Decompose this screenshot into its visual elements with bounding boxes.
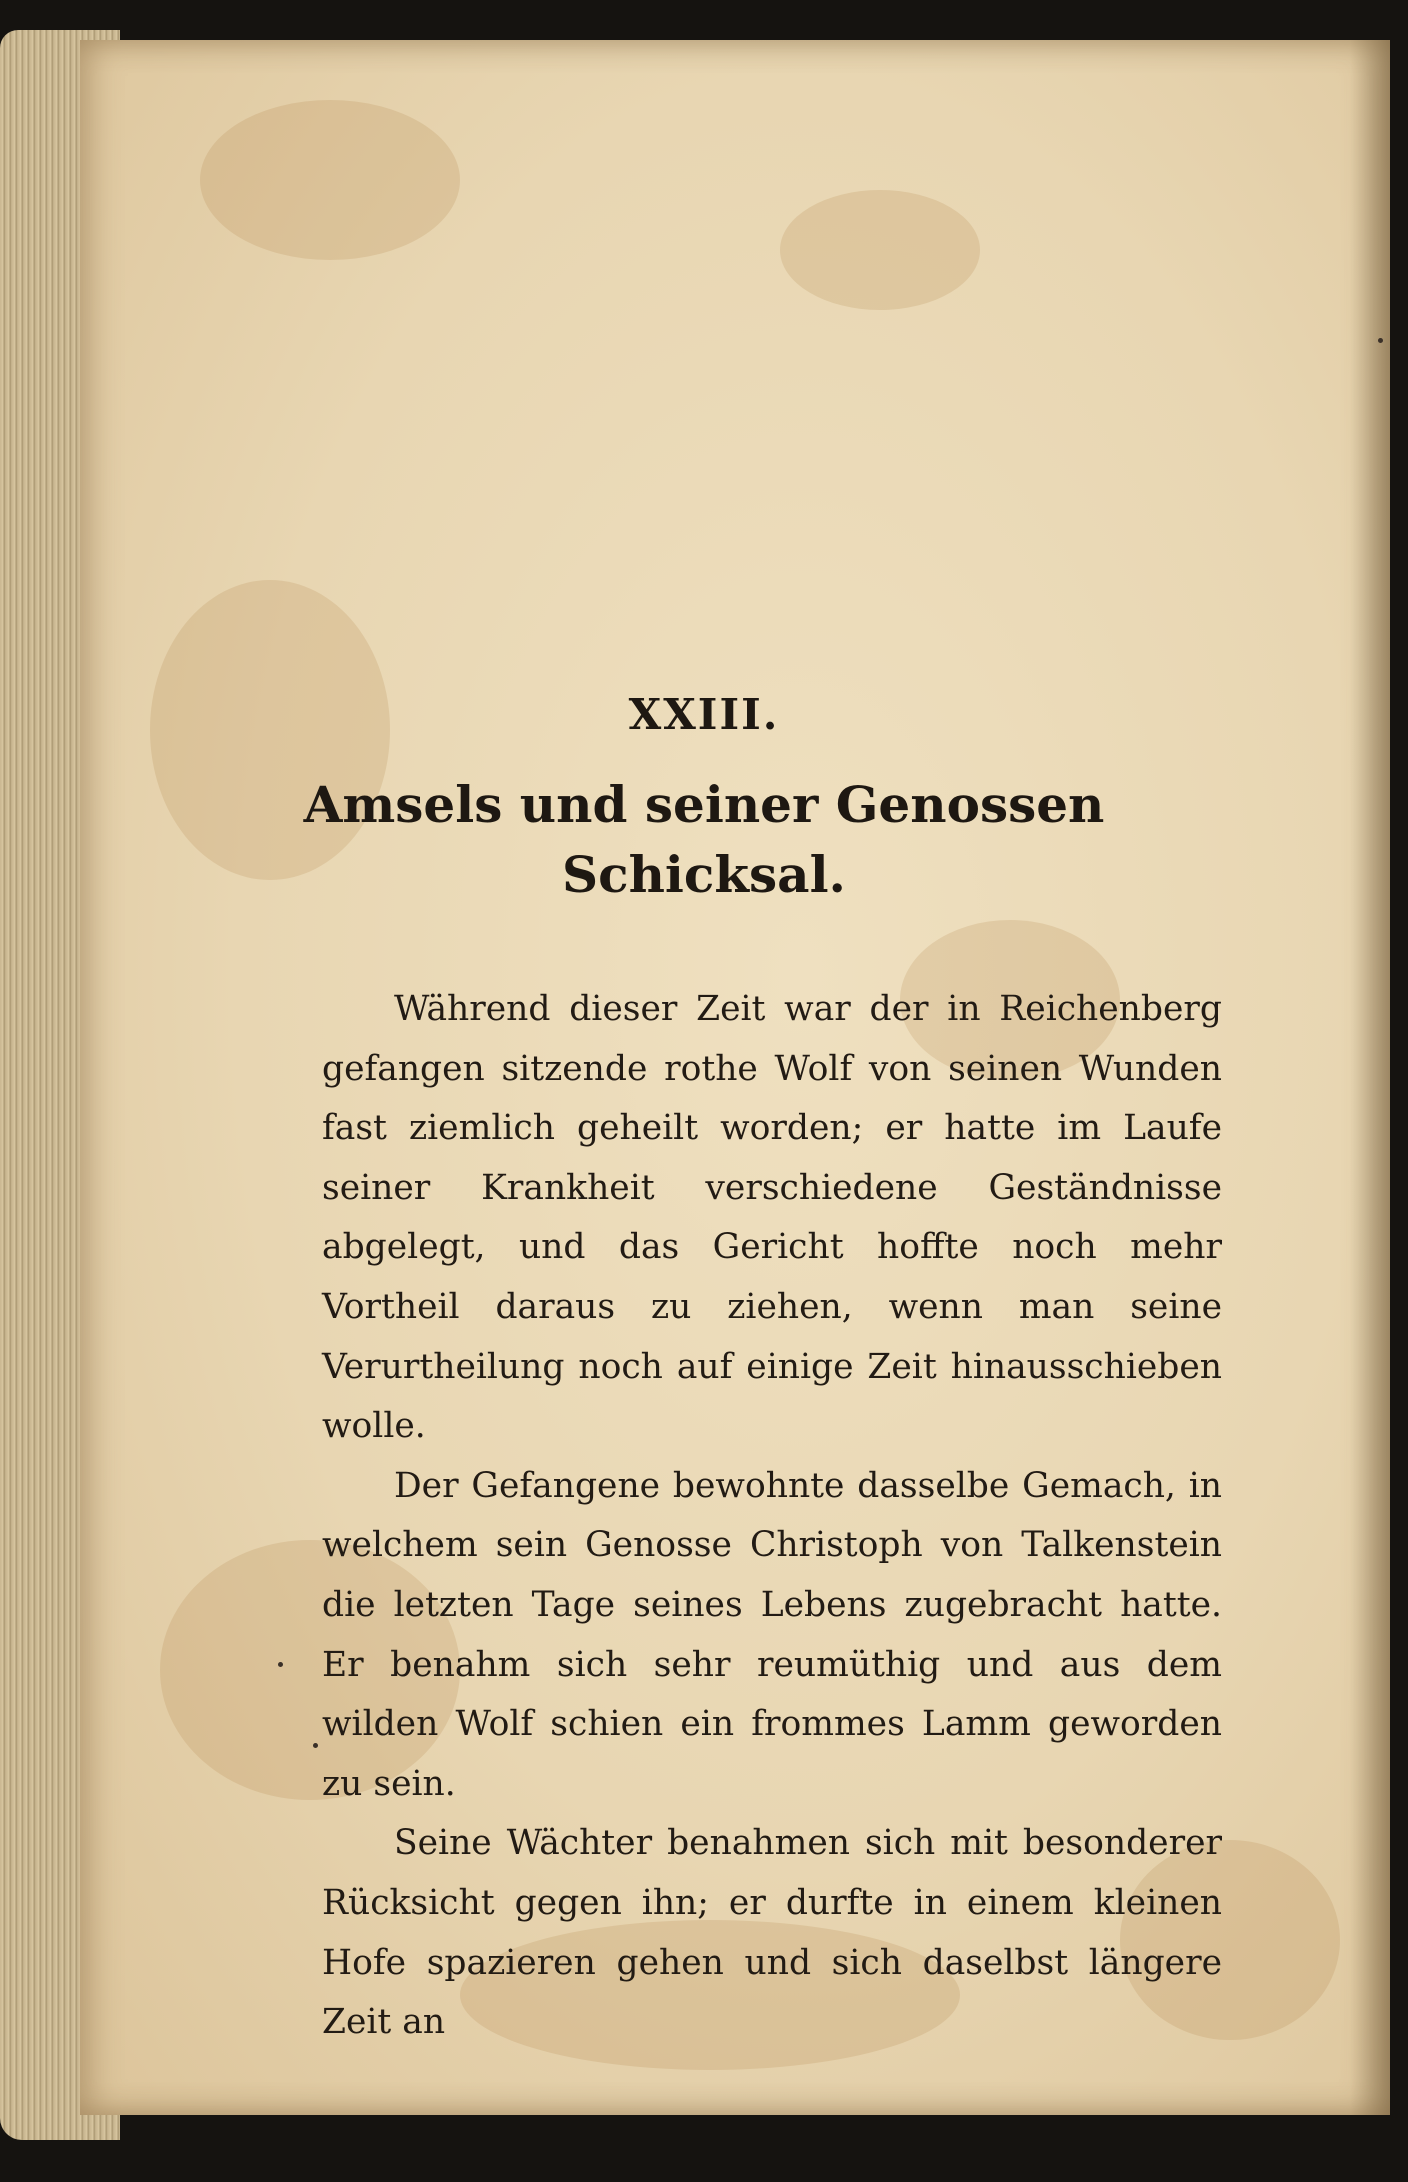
chapter-title-line-1: Amsels und seiner Genossen (303, 775, 1105, 834)
chapter-title (0, 770, 1408, 910)
paragraph: Der Gefangene bewohnte dasselbe Gemach, in welchem sein Genosse Christoph von Talkenstein die letzten Tage seines Lebens zugebracht hatte. Er benahm sich sehr reumüthig und aus dem wilden Wolf schien ein frommes Lamm geworden zu sein. (322, 1465, 1222, 1804)
body-text (322, 980, 1222, 2053)
ink-speck (278, 1662, 283, 1667)
paper-stain (200, 100, 460, 260)
paragraph: Seine Wächter benahmen sich mit besonderer Rücksicht gegen ihn; er durfte in einem kleinen Hofe spazieren gehen und sich daselbst längere Zeit an (322, 1823, 1222, 2043)
chapter-title-line-2: Schicksal. (562, 845, 846, 904)
ink-speck (1378, 338, 1383, 343)
paragraph: Während dieser Zeit war der in Reichenberg gefangen sitzende rothe Wolf von seinen Wunden fast ziemlich geheilt worden; er hatte im Laufe seiner Krankheit verschiedene Geständnisse abgelegt, und das Gericht hoffte noch mehr Vortheil daraus zu ziehen, wenn man seine Verurtheilung noch auf einige Zeit hinausschieben wolle. (322, 989, 1222, 1447)
spine-shadow (1350, 40, 1390, 2115)
chapter-number: XXIII. (628, 690, 780, 739)
ink-speck (313, 1743, 318, 1748)
paper-stain (780, 190, 980, 310)
